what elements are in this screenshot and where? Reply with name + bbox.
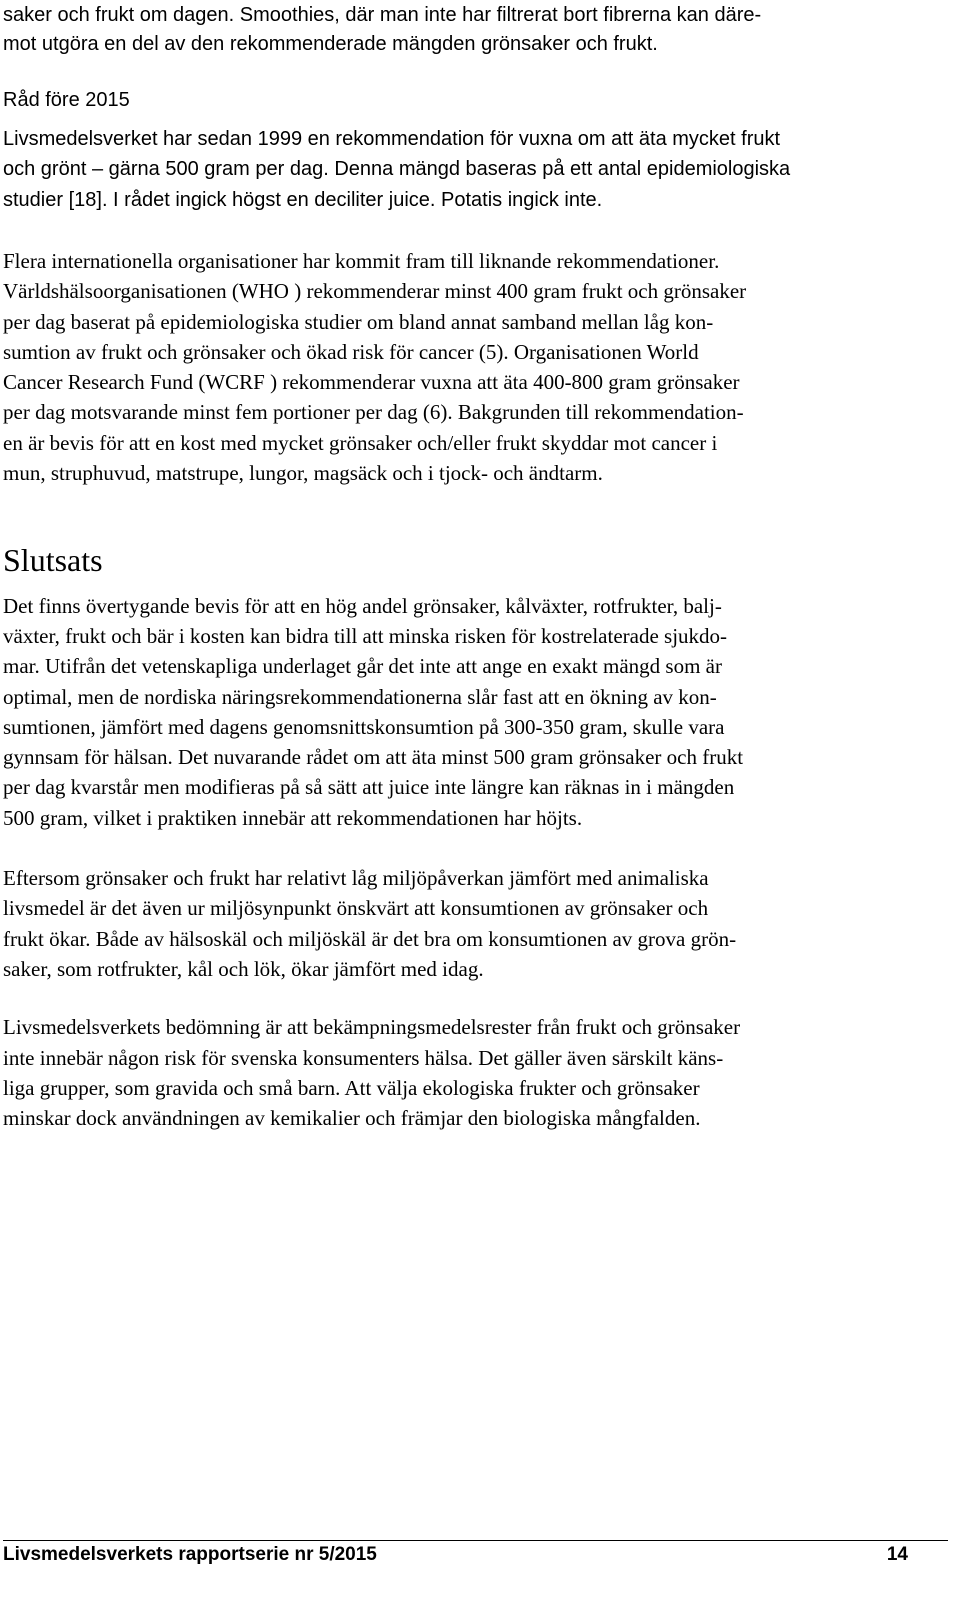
conclusion-line: sumtionen, jämfört med dagens genomsnittskonsumtion på 300-350 gram, skulle vara — [3, 715, 725, 739]
conclusion-line: optimal, men de nordiska näringsrekommendationerna slår fast att en ökning av kon- — [3, 685, 717, 709]
advice-line: Livsmedelsverket har sedan 1999 en rekommendation för vuxna om att äta mycket frukt — [3, 128, 781, 150]
conclusion-line: växter, frukt och bär i kosten kan bidra till att minska risken för kostrelaterade sjukdo- — [3, 624, 728, 648]
environment-line: saker, som rotfrukter, kål och lök, ökar jämfört med idag. — [3, 957, 484, 981]
environment-line: Eftersom grönsaker och frukt har relativt låg miljöpåverkan jämfört med animaliska — [3, 866, 709, 890]
advice-line: och grönt – gärna 500 gram per dag. Denna mängd baseras på ett antal epidemiologiska — [3, 158, 791, 180]
conclusion-line: 500 gram, vilket i praktiken innebär att rekommendationen har höjts. — [3, 806, 583, 830]
page-number: 14 — [886, 1544, 908, 1565]
conclusion-line: Det finns övertygande bevis för att en hög andel grönsaker, kålväxter, rotfrukter, balj- — [3, 594, 722, 618]
pesticide-line: minskar dock användningen av kemikalier och främjar den biologiska mångfalden. — [3, 1106, 701, 1130]
international-line: Flera internationella organisationer har kommit fram till liknande rekommendationer. — [3, 249, 720, 273]
intro-line: mot utgöra en del av den rekommenderade mängden grönsaker och frukt. — [3, 33, 658, 55]
international-line: per dag baserat på epidemiologiska studier om bland annat samband mellan låg kon- — [3, 310, 714, 334]
conclusion-line: gynnsam för hälsan. Det nuvarande rådet om att äta minst 500 gram grönsaker och frukt — [3, 745, 744, 769]
environment-line: livsmedel är det även ur miljösynpunkt önskvärt att konsumtionen av grönsaker och — [3, 896, 709, 920]
pesticide-line: inte innebär någon risk för svenska konsumenters hälsa. Det gäller även särskilt käns- — [3, 1046, 724, 1070]
international-line: en är bevis för att en kost med mycket grönsaker och/eller frukt skyddar mot cancer i — [3, 431, 718, 455]
section-heading: Slutsats — [3, 542, 103, 578]
international-line: Världshälsoorganisationen (WHO ) rekommenderar minst 400 gram frukt och grönsaker — [3, 279, 747, 303]
environment-line: frukt ökar. Både av hälsoskäl och miljöskäl är det bra om konsumtionen av grova grön- — [3, 927, 737, 951]
international-line: per dag motsvarande minst fem portioner per dag (6). Bakgrunden till rekommendation- — [3, 400, 744, 424]
report-series: Livsmedelsverkets rapportserie nr 5/2015 — [3, 1544, 377, 1565]
international-line: mun, struphuvud, matstrupe, lungor, magsäck och i tjock- och ändtarm. — [3, 461, 603, 485]
intro-line: saker och frukt om dagen. Smoothies, där man inte har filtrerat bort fibrerna kan däre- — [3, 4, 762, 26]
advice-line: studier [18]. I rådet ingick högst en deciliter juice. Potatis ingick inte. — [3, 189, 603, 211]
international-line: sumtion av frukt och grönsaker och ökad risk för cancer (5). Organisationen World — [3, 340, 699, 364]
pesticide-line: Livsmedelsverkets bedömning är att bekämpningsmedelsrester från frukt och grönsaker — [3, 1015, 741, 1039]
advice-subheading: Råd före 2015 — [3, 89, 130, 111]
conclusion-line: mar. Utifrån det vetenskapliga underlaget går det inte att ange en exakt mängd som är — [3, 654, 722, 678]
conclusion-line: per dag kvarstår men modifieras på så sätt att juice inte längre kan räknas in i mängden — [3, 775, 735, 799]
international-line: Cancer Research Fund (WCRF ) rekommenderar vuxna att äta 400-800 gram grönsaker — [3, 370, 740, 394]
footer-divider — [3, 1540, 948, 1541]
pesticide-line: liga grupper, som gravida och små barn. Att välja ekologiska frukter och grönsaker — [3, 1076, 700, 1100]
